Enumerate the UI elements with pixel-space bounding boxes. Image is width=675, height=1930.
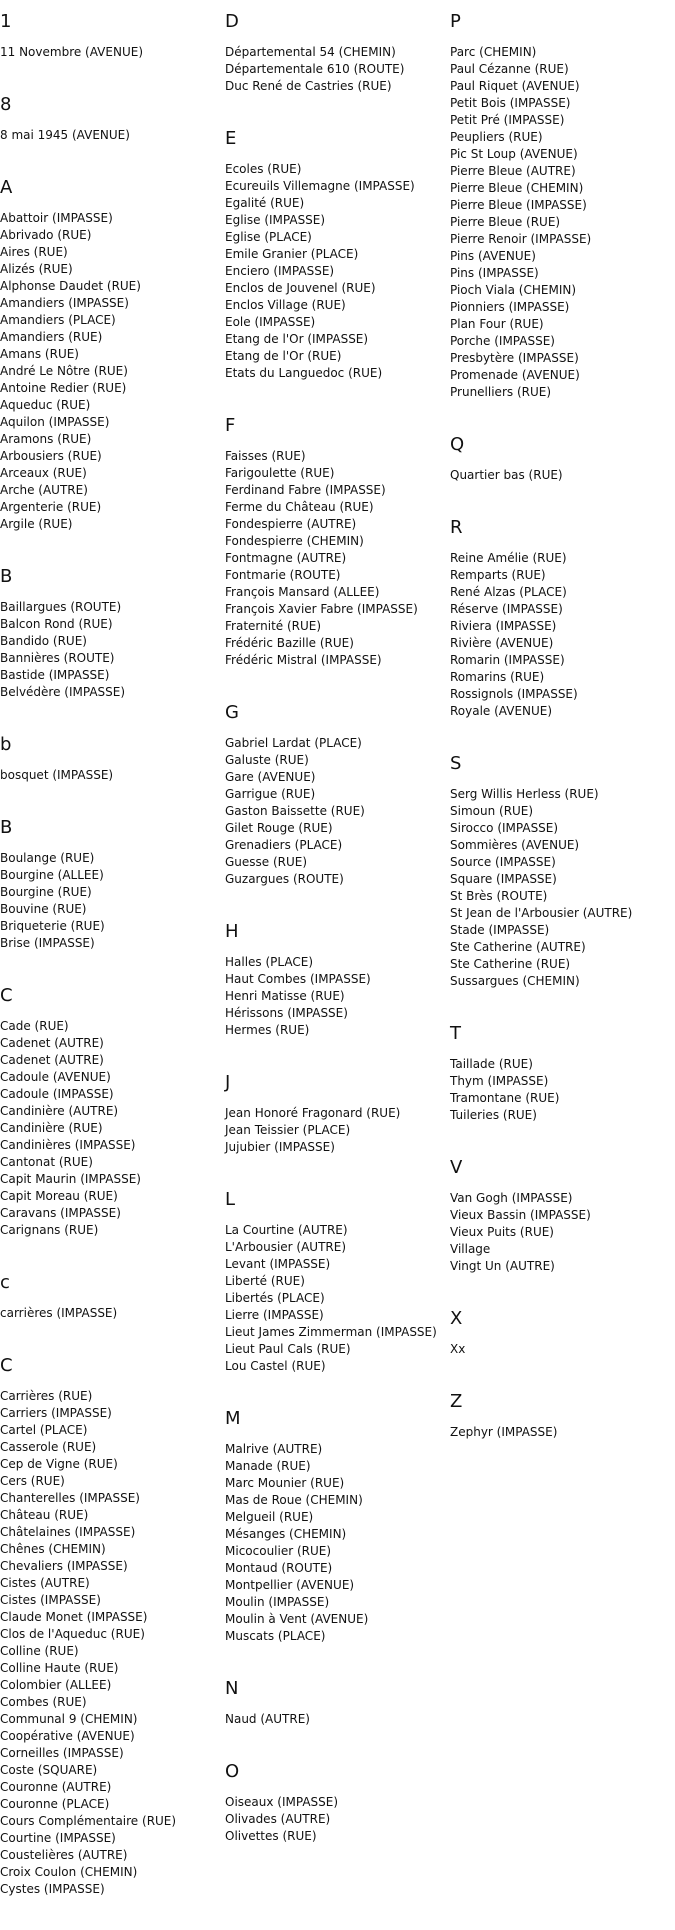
street-item: Fraternité (RUE)	[225, 619, 322, 633]
street-list	[0, 767, 222, 784]
letter-heading: L	[225, 1189, 236, 1210]
street-item: Cadenet (AUTRE)	[0, 1036, 104, 1050]
street-item: François Xavier Fabre (IMPASSE)	[225, 602, 418, 616]
street-item: Mas de Roue (CHEMIN)	[225, 1493, 363, 1507]
street-item: Casserole (RUE)	[0, 1440, 97, 1454]
street-item: Cadenet (AUTRE)	[0, 1053, 104, 1067]
street-item: Quartier bas (RUE)	[450, 468, 563, 482]
street-item: Melgueil (RUE)	[225, 1510, 314, 1524]
street-item: Chênes (CHEMIN)	[0, 1542, 106, 1556]
letter-heading: 1	[0, 11, 12, 32]
street-item: Gabriel Lardat (PLACE)	[225, 736, 362, 750]
street-item: Stade (IMPASSE)	[450, 923, 550, 937]
street-item: Manade (RUE)	[225, 1459, 311, 1473]
street-item: Bourgine (ALLEE)	[0, 868, 104, 882]
street-item: Ste Catherine (RUE)	[450, 957, 571, 971]
letter-group	[0, 733, 222, 784]
street-item: Eglise (PLACE)	[225, 230, 312, 244]
street-list	[0, 599, 222, 701]
letter-group	[450, 10, 672, 401]
street-item: Haut Combes (IMPASSE)	[225, 972, 371, 986]
street-item: Guesse (RUE)	[225, 855, 308, 869]
street-item: Oiseaux (IMPASSE)	[225, 1795, 339, 1809]
street-item: Courtine (IMPASSE)	[0, 1831, 116, 1845]
street-item: Alphonse Daudet (RUE)	[0, 279, 141, 293]
street-item: Couronne (PLACE)	[0, 1797, 110, 1811]
street-item: Moulin (IMPASSE)	[225, 1595, 330, 1609]
street-list	[225, 954, 447, 1039]
street-item: Marc Mounier (RUE)	[225, 1476, 345, 1490]
street-item: Romarin (IMPASSE)	[450, 653, 565, 667]
street-item: Arche (AUTRE)	[0, 483, 88, 497]
street-item: Rossignols (IMPASSE)	[450, 687, 578, 701]
street-item: Cadoule (AVENUE)	[0, 1070, 111, 1084]
letter-group	[225, 920, 447, 1039]
street-item: Emile Granier (PLACE)	[225, 247, 359, 261]
street-item: Etang de l'Or (IMPASSE)	[225, 332, 369, 346]
street-item: Vieux Bassin (IMPASSE)	[450, 1208, 591, 1222]
letter-group	[225, 1760, 447, 1845]
street-item: Sommières (AVENUE)	[450, 838, 580, 852]
street-item: Lou Castel (RUE)	[225, 1359, 326, 1373]
street-list	[0, 1388, 222, 1898]
street-item: St Jean de l'Arbousier (AUTRE)	[450, 906, 633, 920]
street-item: Ferme du Château (RUE)	[225, 500, 374, 514]
street-item: Eole (IMPASSE)	[225, 315, 316, 329]
street-item: Naud (AUTRE)	[225, 1712, 310, 1726]
street-item: Etats du Languedoc (RUE)	[225, 366, 383, 380]
street-item: Candinière (RUE)	[0, 1121, 103, 1135]
street-item: René Alzas (PLACE)	[450, 585, 567, 599]
letter-group	[0, 10, 222, 61]
street-item: Porche (IMPASSE)	[450, 334, 555, 348]
street-item: Village	[450, 1242, 491, 1256]
street-item: Cistes (IMPASSE)	[0, 1593, 101, 1607]
street-item: Enclos de Jouvenel (RUE)	[225, 281, 376, 295]
letter-group	[225, 414, 447, 669]
street-item: Combes (RUE)	[0, 1695, 87, 1709]
street-item: Départementale 610 (ROUTE)	[225, 62, 405, 76]
street-item: Etang de l'Or (RUE)	[225, 349, 342, 363]
street-item: Jean Honoré Fragonard (RUE)	[225, 1106, 401, 1120]
street-item: Faisses (RUE)	[225, 449, 306, 463]
street-item: Pins (AVENUE)	[450, 249, 536, 263]
street-item: Gilet Rouge (RUE)	[225, 821, 333, 835]
street-item: Réserve (IMPASSE)	[450, 602, 563, 616]
street-item: Colombier (ALLEE)	[0, 1678, 112, 1692]
street-item: Argile (RUE)	[0, 517, 73, 531]
letter-group	[0, 1354, 222, 1898]
street-item: Lieut James Zimmerman (IMPASSE)	[225, 1325, 437, 1339]
letter-heading: c	[0, 1272, 10, 1293]
street-item: Aramons (RUE)	[0, 432, 92, 446]
street-list	[0, 850, 222, 952]
letter-heading: C	[0, 1355, 13, 1376]
street-item: Vieux Puits (RUE)	[450, 1225, 554, 1239]
street-item: Clos de l'Aqueduc (RUE)	[0, 1627, 145, 1641]
street-list	[450, 1424, 672, 1441]
letter-group	[0, 93, 222, 144]
street-item: Gaston Baissette (RUE)	[225, 804, 365, 818]
letter-group	[450, 1390, 672, 1441]
street-item: Pierre Bleue (IMPASSE)	[450, 198, 587, 212]
street-item: Antoine Redier (RUE)	[0, 381, 127, 395]
street-item: Colline (RUE)	[0, 1644, 79, 1658]
street-item: Coste (SQUARE)	[0, 1763, 98, 1777]
street-item: Montpellier (AVENUE)	[225, 1578, 355, 1592]
street-item: Briqueterie (RUE)	[0, 919, 105, 933]
street-item: Libertés (PLACE)	[225, 1291, 325, 1305]
letter-heading: E	[225, 128, 237, 149]
street-item: Enciero (IMPASSE)	[225, 264, 335, 278]
street-item: Hermes (RUE)	[225, 1023, 310, 1037]
street-list	[225, 735, 447, 888]
street-item: Xx	[450, 1342, 466, 1356]
street-item: Lieut Paul Cals (RUE)	[225, 1342, 351, 1356]
street-item: L'Arbousier (AUTRE)	[225, 1240, 347, 1254]
letter-heading: B	[0, 817, 13, 838]
street-item: Malrive (AUTRE)	[225, 1442, 323, 1456]
street-item: Bouvine (RUE)	[0, 902, 87, 916]
street-item: Pierre Renoir (IMPASSE)	[450, 232, 592, 246]
street-item: Ecureuils Villemagne (IMPASSE)	[225, 179, 415, 193]
street-list	[450, 550, 672, 720]
street-item: Argenterie (RUE)	[0, 500, 102, 514]
street-item: Zephyr (IMPASSE)	[450, 1425, 558, 1439]
street-list	[225, 448, 447, 669]
street-item: Ste Catherine (AUTRE)	[450, 940, 586, 954]
street-item: Frédéric Bazille (RUE)	[225, 636, 354, 650]
street-item: Lierre (IMPASSE)	[225, 1308, 324, 1322]
street-item: Cartel (PLACE)	[0, 1423, 88, 1437]
letter-group	[225, 1407, 447, 1645]
letter-heading: X	[450, 1308, 463, 1329]
street-item: Peupliers (RUE)	[450, 130, 543, 144]
letter-heading: Q	[450, 434, 465, 455]
street-item: Taillade (RUE)	[450, 1057, 533, 1071]
street-item: Carrières (RUE)	[0, 1389, 93, 1403]
street-item: Sirocco (IMPASSE)	[450, 821, 559, 835]
street-item: Communal 9 (CHEMIN)	[0, 1712, 138, 1726]
letter-heading: H	[225, 921, 239, 942]
street-list	[225, 1105, 447, 1156]
letter-group	[225, 10, 447, 95]
street-list	[0, 1305, 222, 1322]
street-list	[225, 1441, 447, 1645]
letter-group	[0, 816, 222, 952]
street-list	[225, 1794, 447, 1845]
street-item: Caravans (IMPASSE)	[0, 1206, 121, 1220]
street-item: Abrivado (RUE)	[0, 228, 92, 242]
street-item: Square (IMPASSE)	[450, 872, 557, 886]
street-item: Arbousiers (RUE)	[0, 449, 102, 463]
street-item: Egalité (RUE)	[225, 196, 305, 210]
street-item: Balcon Rond (RUE)	[0, 617, 113, 631]
street-item: Gare (AVENUE)	[225, 770, 316, 784]
street-item: Fontmagne (AUTRE)	[225, 551, 347, 565]
street-item: Aqueduc (RUE)	[0, 398, 91, 412]
street-item: Remparts (RUE)	[450, 568, 546, 582]
street-item: Cours Complémentaire (RUE)	[0, 1814, 177, 1828]
letter-group	[450, 1307, 672, 1358]
street-item: Riviera (IMPASSE)	[450, 619, 557, 633]
street-item: 8 mai 1945 (AVENUE)	[0, 128, 130, 142]
letter-group	[225, 1188, 447, 1375]
street-item: Tramontane (RUE)	[450, 1091, 560, 1105]
street-item: Fondespierre (AUTRE)	[225, 517, 357, 531]
street-item: Montaud (ROUTE)	[225, 1561, 333, 1575]
street-item: Château (RUE)	[0, 1508, 89, 1522]
street-item: Coustelières (AUTRE)	[0, 1848, 128, 1862]
street-item: Abattoir (IMPASSE)	[0, 211, 113, 225]
street-item: Aires (RUE)	[0, 245, 68, 259]
street-item: Paul Cézanne (RUE)	[450, 62, 569, 76]
street-item: Cystes (IMPASSE)	[0, 1882, 105, 1896]
street-item: Royale (AVENUE)	[450, 704, 553, 718]
letter-heading: V	[450, 1157, 463, 1178]
letter-heading: F	[225, 415, 236, 436]
street-item: Capit Maurin (IMPASSE)	[0, 1172, 141, 1186]
street-item: Amandiers (RUE)	[0, 330, 103, 344]
street-item: Capit Moreau (RUE)	[0, 1189, 118, 1203]
street-item: Enclos Village (RUE)	[225, 298, 346, 312]
street-item: Amandiers (IMPASSE)	[0, 296, 129, 310]
street-item: André Le Nôtre (RUE)	[0, 364, 128, 378]
street-item: Amans (RUE)	[0, 347, 79, 361]
letter-heading: R	[450, 517, 463, 538]
street-item: Chanterelles (IMPASSE)	[0, 1491, 140, 1505]
letter-group	[225, 127, 447, 382]
street-item: Olivades (AUTRE)	[225, 1812, 331, 1826]
street-item: Aquilon (IMPASSE)	[0, 415, 110, 429]
letter-heading: J	[225, 1072, 231, 1093]
street-list	[225, 1711, 447, 1728]
street-item: Presbytère (IMPASSE)	[450, 351, 579, 365]
street-item: Claude Monet (IMPASSE)	[0, 1610, 148, 1624]
street-item: Petit Bois (IMPASSE)	[450, 96, 571, 110]
letter-heading: N	[225, 1678, 239, 1699]
letter-heading: A	[0, 177, 13, 198]
street-list	[225, 44, 447, 95]
street-item: Carriers (IMPASSE)	[0, 1406, 112, 1420]
street-item: Candinières (IMPASSE)	[0, 1138, 136, 1152]
street-item: Chevaliers (IMPASSE)	[0, 1559, 128, 1573]
letter-group	[450, 1022, 672, 1124]
street-item: Frédéric Mistral (IMPASSE)	[225, 653, 382, 667]
street-item: Fondespierre (CHEMIN)	[225, 534, 364, 548]
letter-group	[225, 1677, 447, 1728]
column-3	[450, 10, 672, 1473]
street-item: Bannières (ROUTE)	[0, 651, 115, 665]
street-item: Fontmarie (ROUTE)	[225, 568, 341, 582]
street-item: Cade (RUE)	[0, 1019, 69, 1033]
street-item: Rivière (AVENUE)	[450, 636, 554, 650]
letter-heading: G	[225, 702, 239, 723]
street-item: Coopérative (AVENUE)	[0, 1729, 135, 1743]
street-item: Pierre Bleue (CHEMIN)	[450, 181, 584, 195]
street-item: Prunelliers (RUE)	[450, 385, 552, 399]
street-item: carrières (IMPASSE)	[0, 1306, 118, 1320]
street-item: Vingt Un (AUTRE)	[450, 1259, 555, 1273]
street-item: Moulin à Vent (AVENUE)	[225, 1612, 369, 1626]
street-item: Bourgine (RUE)	[0, 885, 92, 899]
letter-heading: T	[450, 1023, 461, 1044]
street-item: Châtelaines (IMPASSE)	[0, 1525, 136, 1539]
street-item: Muscats (PLACE)	[225, 1629, 326, 1643]
letter-heading: O	[225, 1761, 240, 1782]
street-item: Bandido (RUE)	[0, 634, 87, 648]
letter-group	[0, 1271, 222, 1322]
street-item: Grenadiers (PLACE)	[225, 838, 343, 852]
letter-group	[225, 1071, 447, 1156]
street-item: Pierre Bleue (RUE)	[450, 215, 561, 229]
street-item: Eglise (IMPASSE)	[225, 213, 326, 227]
street-item: bosquet (IMPASSE)	[0, 768, 114, 782]
street-item: Simoun (RUE)	[450, 804, 534, 818]
street-item: Micocoulier (RUE)	[225, 1544, 332, 1558]
letter-heading: S	[450, 753, 462, 774]
street-item: Pierre Bleue (AUTRE)	[450, 164, 576, 178]
street-list	[450, 1341, 672, 1358]
street-item: Ferdinand Fabre (IMPASSE)	[225, 483, 386, 497]
street-item: Arceaux (RUE)	[0, 466, 87, 480]
street-item: Thym (IMPASSE)	[450, 1074, 549, 1088]
street-item: Plan Four (RUE)	[450, 317, 544, 331]
street-list	[225, 1222, 447, 1375]
letter-group	[450, 433, 672, 484]
street-item: Cadoule (IMPASSE)	[0, 1087, 114, 1101]
street-item: Jean Teissier (PLACE)	[225, 1123, 351, 1137]
street-item: Source (IMPASSE)	[450, 855, 556, 869]
street-item: Pioch Viala (CHEMIN)	[450, 283, 577, 297]
street-item: Bastide (IMPASSE)	[0, 668, 110, 682]
street-item: Belvédère (IMPASSE)	[0, 685, 126, 699]
street-item: Départemental 54 (CHEMIN)	[225, 45, 396, 59]
street-list	[450, 1056, 672, 1124]
street-item: Petit Pré (IMPASSE)	[450, 113, 565, 127]
street-item: Pic St Loup (AVENUE)	[450, 147, 578, 161]
letter-group	[450, 1156, 672, 1275]
letter-group	[225, 701, 447, 888]
letter-heading: Z	[450, 1391, 463, 1412]
letter-group	[0, 176, 222, 533]
street-item: Pins (IMPASSE)	[450, 266, 539, 280]
street-item: Henri Matisse (RUE)	[225, 989, 345, 1003]
street-item: Jujubier (IMPASSE)	[225, 1140, 335, 1154]
letter-heading: 8	[0, 94, 12, 115]
letter-heading: D	[225, 11, 239, 32]
letter-heading: P	[450, 11, 461, 32]
street-list	[450, 1190, 672, 1275]
street-item: Liberté (RUE)	[225, 1274, 305, 1288]
street-item: Carignans (RUE)	[0, 1223, 99, 1237]
street-item: Ecoles (RUE)	[225, 162, 302, 176]
street-list	[0, 127, 222, 144]
street-item: Olivettes (RUE)	[225, 1829, 317, 1843]
street-list	[450, 44, 672, 401]
street-item: Colline Haute (RUE)	[0, 1661, 119, 1675]
street-item: Cep de Vigne (RUE)	[0, 1457, 118, 1471]
street-item: Halles (PLACE)	[225, 955, 314, 969]
street-item: Sussargues (CHEMIN)	[450, 974, 580, 988]
letter-heading: C	[0, 985, 13, 1006]
street-item: Van Gogh (IMPASSE)	[450, 1191, 573, 1205]
street-item: Reine Amélie (RUE)	[450, 551, 567, 565]
street-item: Croix Coulon (CHEMIN)	[0, 1865, 138, 1879]
street-list	[0, 210, 222, 533]
street-item: Romarins (RUE)	[450, 670, 545, 684]
street-item: 11 Novembre (AVENUE)	[0, 45, 143, 59]
street-item: Hérissons (IMPASSE)	[225, 1006, 348, 1020]
column-1	[0, 10, 222, 1930]
street-item: Duc René de Castries (RUE)	[225, 79, 392, 93]
street-item: Serg Willis Herless (RUE)	[450, 787, 599, 801]
street-item: François Mansard (ALLEE)	[225, 585, 380, 599]
street-item: La Courtine (AUTRE)	[225, 1223, 348, 1237]
letter-heading: b	[0, 734, 12, 755]
street-item: Promenade (AVENUE)	[450, 368, 580, 382]
street-item: Pionniers (IMPASSE)	[450, 300, 570, 314]
street-item: Tuileries (RUE)	[450, 1108, 537, 1122]
street-item: Mésanges (CHEMIN)	[225, 1527, 347, 1541]
street-item: Cers (RUE)	[0, 1474, 65, 1488]
street-item: St Brès (ROUTE)	[450, 889, 548, 903]
street-item: Candinière (AUTRE)	[0, 1104, 119, 1118]
street-list	[450, 467, 672, 484]
street-item: Boulange (RUE)	[0, 851, 95, 865]
street-item: Galuste (RUE)	[225, 753, 309, 767]
street-item: Parc (CHEMIN)	[450, 45, 537, 59]
letter-group	[0, 565, 222, 701]
letter-group	[450, 516, 672, 720]
street-item: Corneilles (IMPASSE)	[0, 1746, 124, 1760]
street-list	[225, 161, 447, 382]
street-list	[0, 1018, 222, 1239]
street-item: Guzargues (ROUTE)	[225, 872, 344, 886]
street-item: Cantonat (RUE)	[0, 1155, 93, 1169]
street-list	[0, 44, 222, 61]
street-item: Couronne (AUTRE)	[0, 1780, 112, 1794]
street-item: Cistes (AUTRE)	[0, 1576, 90, 1590]
street-item: Paul Riquet (AVENUE)	[450, 79, 580, 93]
letter-heading: B	[0, 566, 13, 587]
street-list	[450, 786, 672, 990]
street-item: Alizés (RUE)	[0, 262, 73, 276]
letter-group	[450, 752, 672, 990]
letter-group	[0, 984, 222, 1239]
street-item: Levant (IMPASSE)	[225, 1257, 331, 1271]
street-item: Amandiers (PLACE)	[0, 313, 116, 327]
column-2	[225, 10, 447, 1877]
street-item: Garrigue (RUE)	[225, 787, 316, 801]
street-item: Baillargues (ROUTE)	[0, 600, 122, 614]
street-item: Brise (IMPASSE)	[0, 936, 95, 950]
street-item: Farigoulette (RUE)	[225, 466, 335, 480]
letter-heading: M	[225, 1408, 241, 1429]
